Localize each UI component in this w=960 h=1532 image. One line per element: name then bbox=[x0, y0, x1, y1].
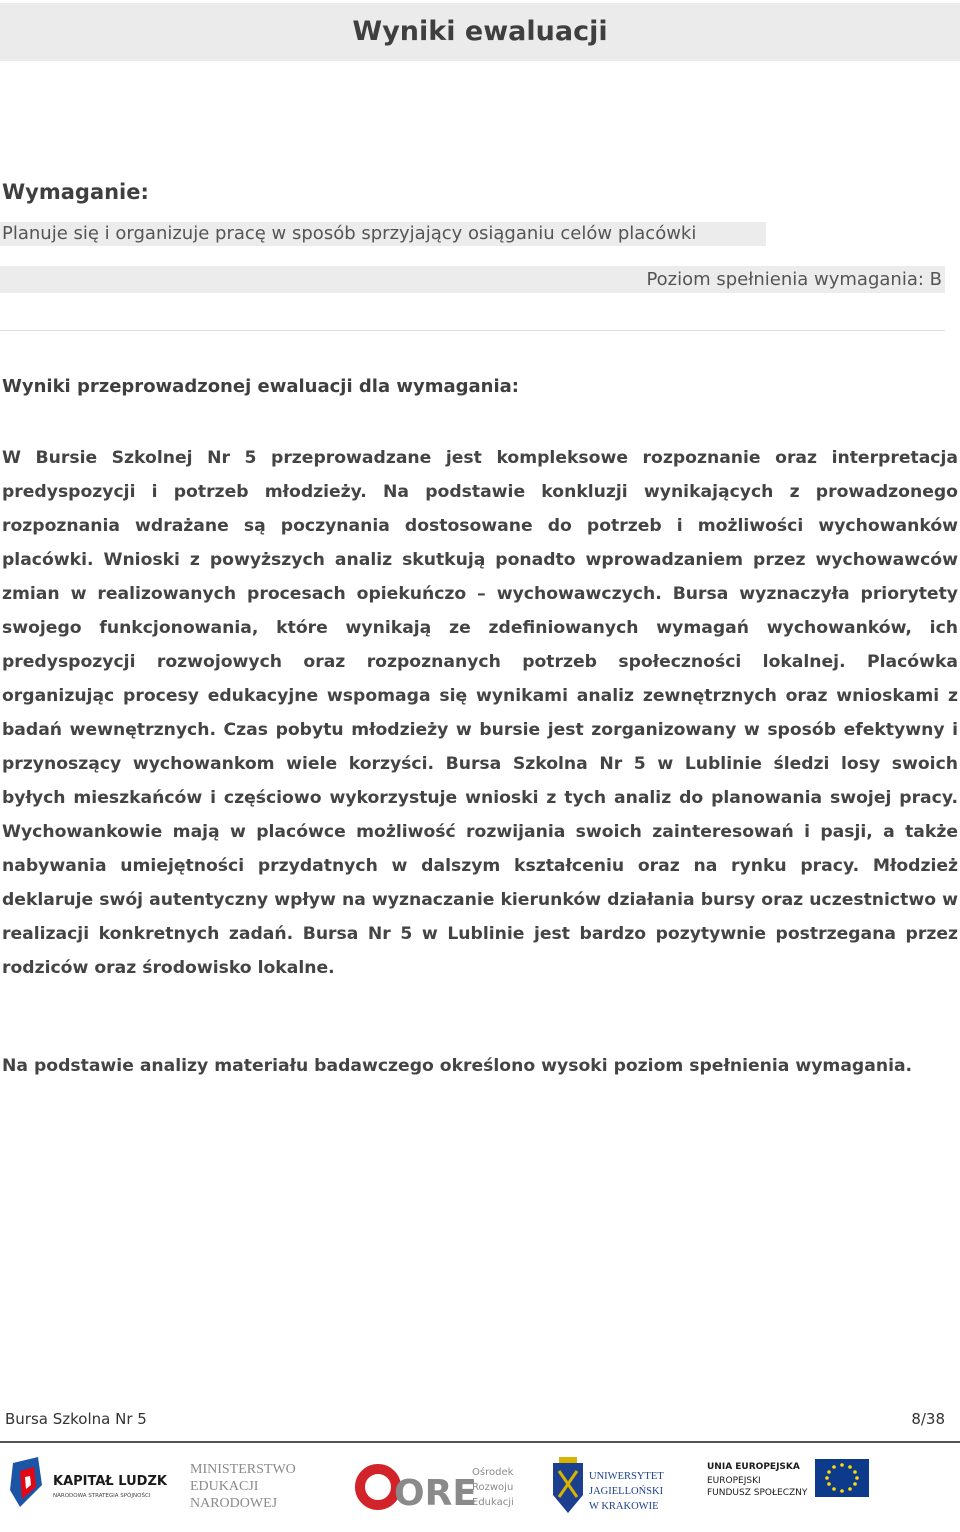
section-divider bbox=[0, 330, 945, 331]
ore-line-1: Ośrodek bbox=[472, 1467, 514, 1478]
eu-line-3: FUNDUSZ SPOŁECZNY bbox=[707, 1488, 808, 1498]
footer-page-number: 8/38 bbox=[911, 1410, 945, 1428]
page-title: Wyniki ewaluacji bbox=[352, 16, 608, 47]
eu-logo bbox=[705, 1455, 875, 1519]
kl-title: KAPITAŁ LUDZKI bbox=[53, 1474, 168, 1489]
footer-divider bbox=[0, 1441, 960, 1443]
uj-line-1: UNIWERSYTET bbox=[589, 1471, 664, 1482]
requirement-label: Wymaganie: bbox=[2, 180, 149, 204]
results-body: W Bursie Szkolnej Nr 5 przeprowadzane jest kompleksowe rozpoznanie oraz interpretacja predyspozycji i potrzeb młodzieży. Na podstawie konkluzji wynikających z prowadzonego rozpoznania wdrażane są poczynania dostosowane do potrzeb i możliwości wychowanków placówki. Wnioski z powyższych analiz skutkują ponadto wprowadzaniem przez wychowawców zmian w realizowanych procesach opiekuńczo – wychowawczych. Bursa wyznaczyła priorytety swojego funkcjonowania, które wynikają ze zdefiniowanych wymagań wychowanków, ich predyspozycji rozwojowych oraz rozpoznanych potrzeb społeczności lokalnej. Placówka organizując procesy edukacyjne wspomaga się wynikami analiz zewnętrznych oraz wnioskami z badań wewnętrznych. Czas pobytu młodzieży w bursie jest zorganizowany w sposób efektywny i przynoszący wychowankom wiele korzyści. Bursa Szkolna Nr 5 w Lublinie śledzi losy swoich byłych mieszkańców i częściowo wykorzystuje wnioski z tych analiz do planowania swojej pracy. Wychowankowie mają w placówce możliwość rozwijania swoich zainteresowań i pasji, a także nabywania umiejętności przydatnych w dalszym kształceniu oraz na rynku pracy. Młodzież deklaruje swój autentyczny wpływ na wyznaczanie kierunków działania bursy oraz uczestnictwo w realizacji konkretnych zadań. Bursa Nr 5 w Lublinie jest bardzo pozytywnie postrzegana przez rodziców oraz środowisko lokalne. bbox=[2, 448, 958, 978]
ore-line-3: Edukacji bbox=[472, 1497, 514, 1508]
results-conclusion: Na podstawie analizy materiału badawczego określono wysoki poziom spełnienia wymagania. bbox=[2, 1056, 913, 1076]
men-logo bbox=[188, 1455, 318, 1519]
results-heading: Wyniki przeprowadzonej ewaluacji dla wymagania: bbox=[2, 376, 519, 397]
title-bar bbox=[0, 3, 960, 61]
men-line-2: EDUKACJI bbox=[190, 1479, 259, 1494]
eu-line-1: UNIA EUROPEJSKA bbox=[707, 1462, 800, 1472]
ore-mark: ORE bbox=[394, 1473, 477, 1514]
men-line-1: MINISTERSTWO bbox=[190, 1462, 296, 1477]
uj-line-2: JAGIELLOŃSKI bbox=[589, 1486, 664, 1497]
eu-line-2: EUROPEJSKI bbox=[707, 1476, 761, 1486]
requirement-level: Poziom spełnienia wymagania: B bbox=[0, 266, 945, 293]
uj-line-3: W KRAKOWIE bbox=[589, 1501, 659, 1512]
requirement-text: Planuje się i organizuje pracę w sposób sprzyjający osiąganiu celów placówki bbox=[0, 222, 766, 246]
kl-subtitle: NARODOWA STRATEGIA SPÓJNOŚCI bbox=[53, 1493, 151, 1499]
men-line-3: NARODOWEJ bbox=[190, 1496, 278, 1511]
ore-line-2: Rozwoju bbox=[472, 1482, 514, 1493]
footer-school-name: Bursa Szkolna Nr 5 bbox=[5, 1410, 147, 1428]
kapital-ludzki-logo bbox=[8, 1455, 168, 1519]
ore-logo bbox=[350, 1455, 530, 1519]
uj-logo bbox=[545, 1455, 685, 1529]
